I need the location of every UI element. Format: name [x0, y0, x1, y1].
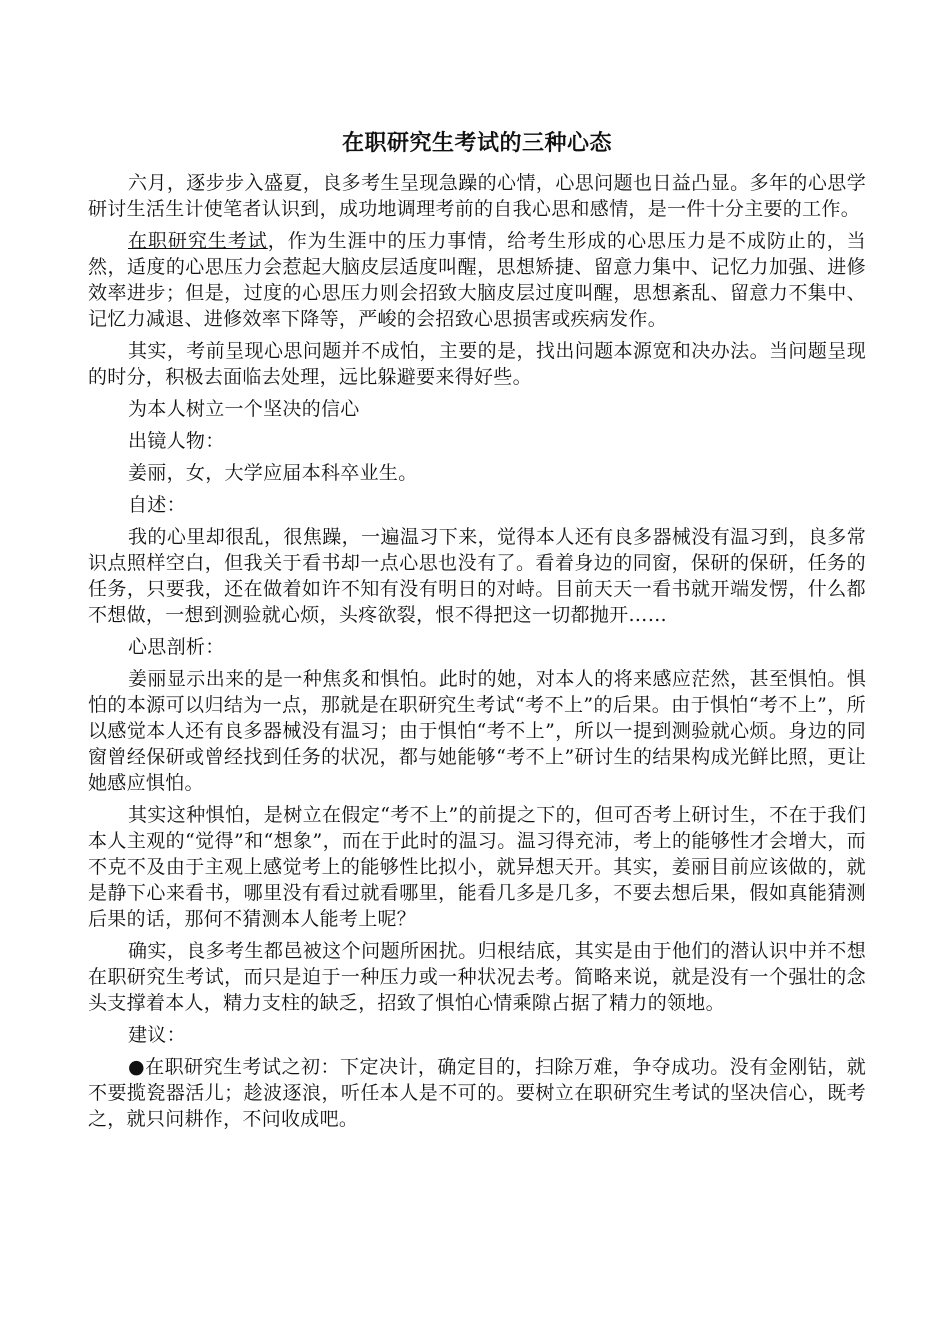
analysis-paragraph-3: 确实，良多考生都邑被这个问题所困扰。归根结底，其实是由于他们的潜认识中并不想在职研究生考试，而只是迫于一种压力或一种状况去考。简略来说，就是没有一个强壮的念头支撑着本人，精力支柱的缺乏，招致了惧怕心情乘隙占据了精力的领地。: [88, 940, 866, 1014]
pressure-text: ，作为生涯中的压力事情，给考生形成的心思压力是不成防止的，当然，适度的心思压力会惹起大脑皮层适度叫醒，思想矫捷、留意力集中、记忆力加强、进修效率进步；但是，过度的心思压力则会招致大脑皮层过度叫醒，思想紊乱、留意力不集中、记忆力减退、进修效率下降等，严峻的会招致心思损害或疾病发作。: [88, 230, 866, 330]
person-description: 姜丽，女，大学应届本科卒业生。: [128, 462, 418, 484]
analysis-paragraph-1: 姜丽显示出来的是一种焦炙和惧怕。此时的她，对本人的将来感应茫然，甚至惧怕。惧怕的本源可以归结为一点，那就是在职研究生考试“考不上”的后果。由于惧怕“考不上”，所以感觉本人还有良多器械没有温习；由于惧怕“考不上”，所以一提到测验就心烦。身边的同窗曾经保研或曾经找到任务的状况，都与她能够“考不上”研讨生的结果构成光鲜比照，更让她感应惧怕。: [88, 668, 866, 794]
suggestion-text: 在职研究生考试之初：下定决计，确定目的，扫除万难，争夺成功。没有金刚钻，就不要揽瓷器活儿；趁波逐浪，听任本人是不可的。要树立在职研究生考试的坚决信心，既考之，就只问耕作，不问收成吧。: [88, 1056, 866, 1130]
section-heading-person: 出镜人物：: [128, 430, 225, 452]
analysis-paragraph-2: 其实这种惧怕，是树立在假定“考不上”的前提之下的，但可否考上研讨生，不在于我们本人主观的“觉得”和“想象”，而在于此时的温习。温习得充沛，考上的能够性才会增大，而不克不及由于主观上感觉考上的能够性比拟小，就异想天开。其实，姜丽目前应该做的，就是静下心来看书，哪里没有看过就看哪里，能看几多是几多，不要去想后果，假如真能猜测后果的话，那何不猜测本人能考上呢？: [88, 804, 866, 930]
section-heading-self: 自述：: [128, 494, 186, 516]
pressure-paragraph: [88, 228, 866, 332]
exam-link[interactable]: 在职研究生考试: [128, 230, 268, 252]
section-heading-confidence: 为本人树立一个坚决的信心: [128, 398, 360, 420]
document-title: 在职研究生考试的三种心态: [341, 130, 612, 156]
intro-paragraph: 六月，逐步步入盛夏，良多考生呈现急躁的心情，心思问题也日益凸显。多年的心思学研讨生活生计使笔者认识到，成功地调理考前的自我心思和感情，是一件十分主要的工作。: [88, 172, 866, 220]
bullet-icon: ●: [128, 1056, 146, 1078]
section-heading-suggestion: 建议：: [128, 1024, 186, 1046]
document-page: [88, 128, 866, 1138]
suggestion-item: [88, 1054, 866, 1132]
root-cause-paragraph: 其实，考前呈现心思问题并不成怕，主要的是，找出问题本源宽和决办法。当问题呈现的时分，积极去面临去处理，远比躲避要来得好些。: [88, 340, 866, 388]
self-statement-paragraph: 我的心里却很乱，很焦躁，一遍温习下来，觉得本人还有良多器械没有温习到，良多常识点照样空白，但我关于看书却一点心思也没有了。看着身边的同窗，保研的保研，任务的任务，只要我，还在做着如许不知有没有明日的对峙。目前天天一看书就开端发愣，什么都不想做，一想到测验就心烦，头疼欲裂，恨不得把这一切都抛开……: [88, 526, 866, 626]
section-heading-analysis: 心思剖析：: [128, 636, 225, 658]
